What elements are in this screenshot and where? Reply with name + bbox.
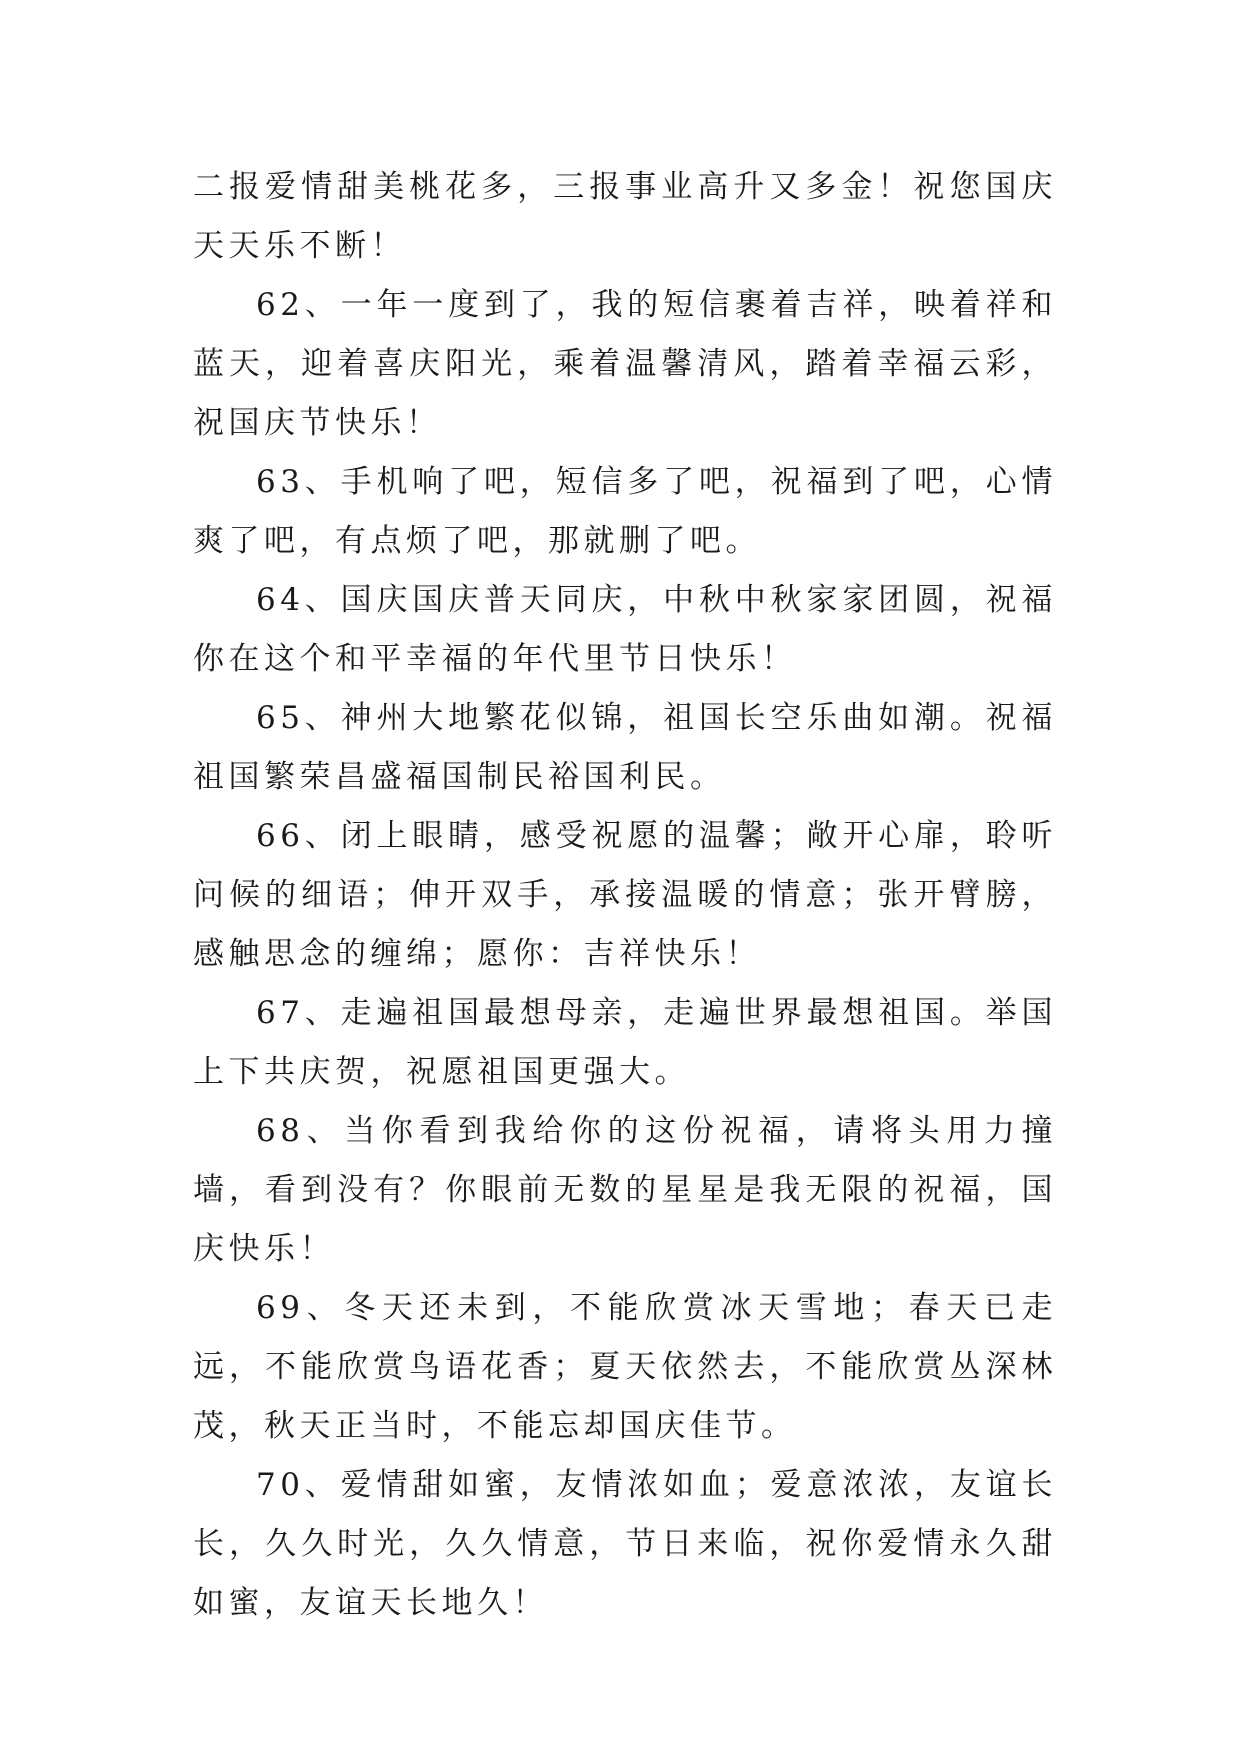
paragraph-70: 70、爱情甜如蜜，友情浓如血；爱意浓浓，友谊长长，久久时光，久久情意，节日来临，祝你爱情永久甜如蜜，友谊天长地久！: [193, 1467, 1057, 1621]
paragraph-66: 66、闭上眼睛，感受祝愿的温馨；敞开心扉，聆听问候的细语；伸开双手，承接温暖的情意；张开臂膀，感触思念的缠绵；愿你：吉祥快乐！: [193, 818, 1057, 972]
paragraph-68: 68、当你看到我给你的这份祝福，请将头用力撞墙，看到没有？你眼前无数的星星是我无限的祝福，国庆快乐！: [193, 1113, 1057, 1267]
document-page: [193, 158, 1057, 1633]
paragraph-continuation: 二报爱情甜美桃花多，三报事业高升又多金！祝您国庆天天乐不断！: [193, 169, 1057, 264]
paragraph-64: 64、国庆国庆普天同庆，中秋中秋家家团圆，祝福你在这个和平幸福的年代里节日快乐！: [193, 582, 1057, 677]
paragraph-62: 62、一年一度到了，我的短信裹着吉祥，映着祥和蓝天，迎着喜庆阳光，乘着温馨清风，踏着幸福云彩，祝国庆节快乐！: [193, 287, 1057, 441]
paragraph-63: 63、手机响了吧，短信多了吧，祝福到了吧，心情爽了吧，有点烦了吧，那就删了吧。: [193, 464, 1057, 559]
paragraph-69: 69、冬天还未到，不能欣赏冰天雪地；春天已走远，不能欣赏鸟语花香；夏天依然去，不能欣赏丛深林茂，秋天正当时，不能忘却国庆佳节。: [193, 1290, 1057, 1444]
paragraph-67: 67、走遍祖国最想母亲，走遍世界最想祖国。举国上下共庆贺，祝愿祖国更强大。: [193, 995, 1057, 1090]
paragraph-65: 65、神州大地繁花似锦，祖国长空乐曲如潮。祝福祖国繁荣昌盛福国制民裕国利民。: [193, 700, 1057, 795]
